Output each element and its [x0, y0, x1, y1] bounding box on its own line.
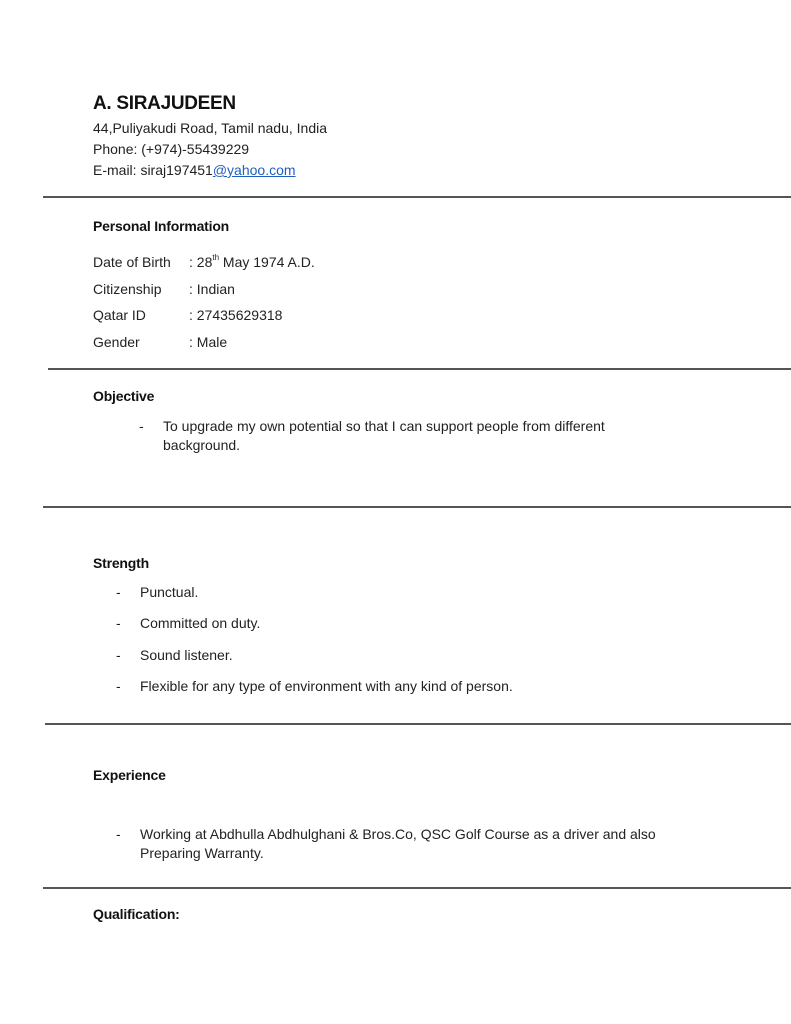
divider [43, 887, 791, 889]
divider [43, 506, 791, 508]
section-title-personal-information: Personal Information [93, 218, 230, 234]
bullet-dash: - [116, 647, 121, 663]
email-link[interactable]: @yahoo.com [212, 162, 296, 178]
info-label: Gender [93, 334, 140, 350]
info-row-citizenship [93, 281, 235, 297]
info-value: : 28th May 1974 A.D. [189, 253, 315, 270]
experience-item: Working at Abdhulla Abdhulghani & Bros.Co, QSC Golf Course as a driver and also Preparing Warranty. [140, 826, 656, 861]
info-label: Citizenship [93, 281, 162, 297]
info-value: : Indian [189, 281, 235, 297]
bullet-dash: - [116, 615, 121, 631]
candidate-name: A. SIRAJUDEEN [93, 93, 236, 114]
objective-item: To upgrade my own potential so that I can support people from different background. [163, 418, 605, 453]
info-row-gender [93, 334, 227, 350]
info-value: : Male [189, 334, 228, 350]
address: 44,Puliyakudi Road, Tamil nadu, India [93, 120, 328, 136]
info-row-qatar-id [93, 307, 282, 323]
bullet-dash: - [116, 826, 121, 842]
strength-item: Committed on duty. [140, 615, 261, 631]
bullet-dash: - [116, 678, 121, 694]
section-title-strength: Strength [93, 555, 149, 571]
email [93, 162, 296, 178]
info-value: : 27435629318 [189, 307, 283, 323]
info-row-date-of-birth [93, 254, 315, 270]
info-label: Date of Birth [93, 254, 171, 270]
bullet-dash: - [139, 418, 144, 434]
strength-item: Punctual. [140, 584, 199, 600]
section-title-objective: Objective [93, 388, 155, 404]
strength-item: Sound listener. [140, 647, 233, 663]
info-label: Qatar ID [93, 307, 146, 323]
divider [43, 196, 791, 198]
section-title-qualification: Qualification: [93, 906, 180, 922]
divider [48, 368, 791, 370]
divider [45, 723, 791, 725]
phone: Phone: (+974)-55439229 [93, 141, 250, 157]
section-title-experience: Experience [93, 767, 166, 783]
email-prefix: E-mail: siraj197451 [93, 162, 213, 178]
bullet-dash: - [116, 584, 121, 600]
strength-item: Flexible for any type of environment with any kind of person. [140, 678, 513, 694]
